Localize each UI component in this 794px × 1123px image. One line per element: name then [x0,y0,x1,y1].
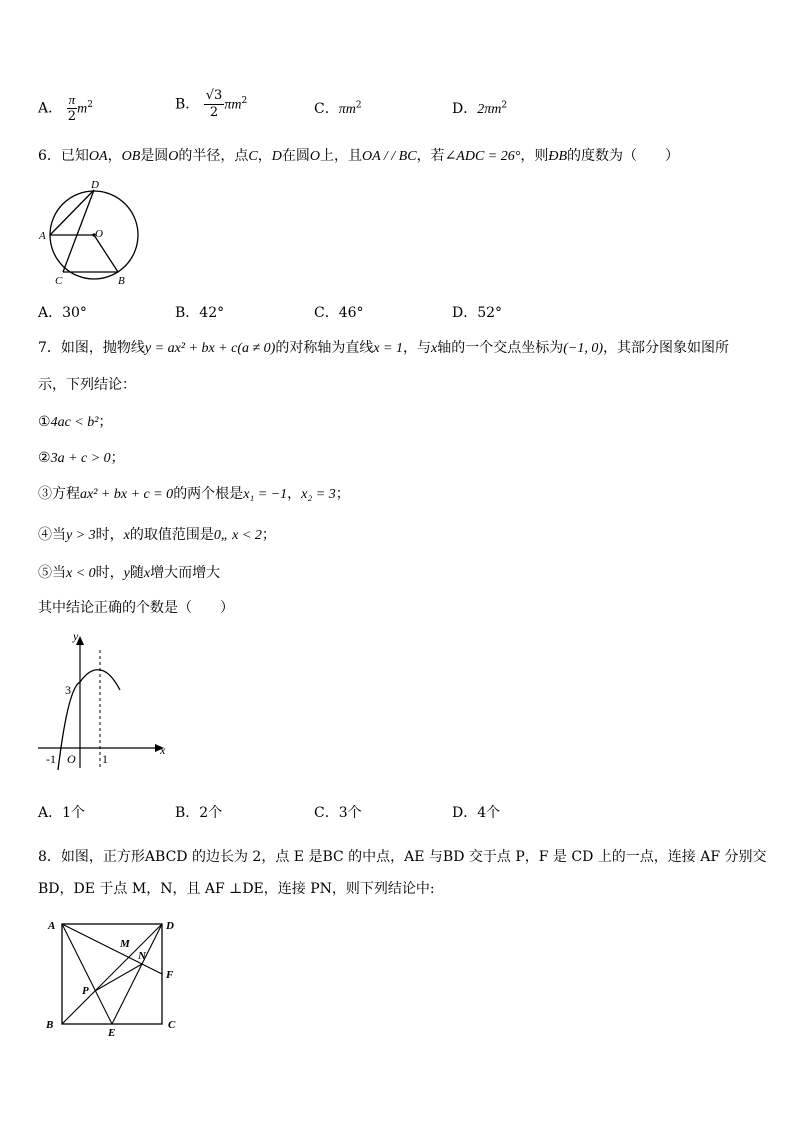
q8-segment-af [62,924,162,974]
q5-option-a: A． $\frac{\pi}{2}$ $m^2$ [38,92,93,124]
q7-conclusion-2: ②3a + c > 0； [38,450,125,466]
q5-option-b-fraction: $\frac{√3}{2}$ [205,88,223,120]
q7-conclusion-1: ①4ac < b²； [38,414,113,430]
q7-option-c: C．3个 [314,805,362,821]
q5-option-c: C．$\pi m^2$ [314,100,362,117]
q6-segment-dc [63,190,94,272]
q8-diagonal-bd [62,924,162,1024]
q6-option-a: A．30° [38,305,87,321]
q8-stem-line2: BD，DE 于点 M，N，且 AF ⊥DE，连接 PN，则下列结论中: [38,881,435,897]
q5-option-b: B． $\frac{√3}{2}$ $\pi m^2$ [175,88,248,120]
q7-conclusion-4: ④当y > 3时，x的取值范围是0„ x < 2； [38,527,276,543]
q7-label-3: 3 [65,683,71,697]
q7-label-neg1: -1 [46,752,56,766]
q6-label-a: A [39,230,46,242]
q8-square-figure [40,912,190,1040]
q8-label-m: M [120,938,130,950]
q6-label-d: D [91,179,99,191]
q6-option-b: B．42° [175,305,225,321]
q7-option-a: A．1个 [38,805,86,821]
q7-label-o: O [67,752,76,766]
q8-stem-line1: 8．如图，正方形ABCD 的边长为 2，点 E 是BC 的中点，AE 与BD 交于点 P，F 是 CD 上的一点，连接 AF 分别交 [38,849,767,865]
q5-option-d: D．$2\pi m^2$ [452,100,508,117]
q6-segment-ob [94,235,118,272]
q8-label-f: F [166,969,174,981]
q7-option-d: D．4个 [452,805,501,821]
q8-label-e: E [108,1027,116,1039]
q7-label-x: x [160,743,166,757]
q6-label-b: B [118,275,125,287]
q7-stem-line1: 7．如图，抛物线y = ax² + bx + c(a ≠ 0)的对称轴为直线x = 1，与x轴的一个交点坐标为(−1, 0)，其部分图象如图所 [38,340,729,356]
q8-label-p: P [82,985,89,997]
q7-option-b: B．2个 [175,805,223,821]
q8-label-c: C [168,1019,176,1031]
q7-conclusion-3: ③方程ax² + bx + c = 0的两个根是x₁ = −1，x₂ = 3； [38,486,350,502]
q8-label-b: B [46,1019,54,1031]
q6-option-c: C．46° [314,305,364,321]
q5-option-a-fraction: $\frac{\pi}{2}$ [67,92,76,124]
q8-label-n: N [138,950,146,962]
q7-label-y: y [73,629,79,643]
q7-conclusion-5: ⑤当x < 0时，y随x增大而增大 [38,565,221,581]
q6-option-d: D．52° [452,305,503,321]
q6-label-o: O [95,228,103,240]
q8-label-a: A [48,920,56,932]
q7-parabola-figure [36,628,176,773]
q6-circle-figure [36,178,146,288]
q8-label-d: D [166,920,174,932]
q6-stem: 6．已知OA，OB是圆O的半径，点C，D在圆O上，且OA / / BC，若∠ADC = 26°，则ÐB的度数为（ ） [38,148,680,164]
q7-stem-line2: 示，下列结论： [38,377,136,393]
q6-label-c: C [55,275,63,287]
q7-label-1: 1 [102,752,108,766]
q8-segment-ae [62,924,112,1024]
q7-question: 其中结论正确的个数是（ ） [38,600,234,616]
